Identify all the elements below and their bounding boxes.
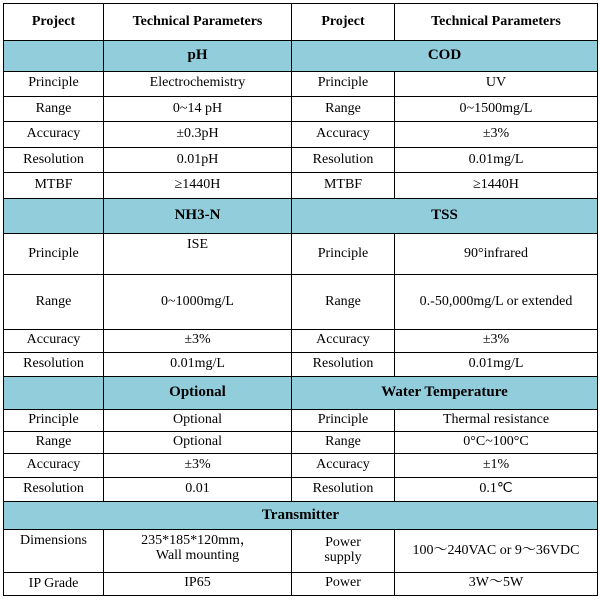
cod-range-value: 0~1500mg/L [395,96,598,121]
optional-principle-value: Optional [104,410,292,431]
section-cod: COD [292,41,598,71]
cod-principle-value: UV [395,71,598,96]
dimensions-value-line2: Wall mounting [155,548,240,564]
header-project-left: Project [4,4,104,41]
section-transmitter: Transmitter [4,502,598,530]
optional-resolution-label: Resolution [4,477,104,501]
tss-accuracy-label: Accuracy [292,329,395,352]
power-supply-label-line2: supply [324,550,362,565]
header-project-right: Project [292,4,395,41]
ph-mtbf-value: ≥1440H [104,173,292,198]
cod-accuracy-label: Accuracy [292,121,395,147]
table-row [4,275,598,329]
cod-principle-label: Principle [292,71,395,96]
section-row-nh3n-tss [4,198,598,233]
table-row [4,530,598,572]
nh3n-range-value: 0~1000mg/L [104,275,292,329]
section-optional: Optional [104,377,292,410]
table-row [4,121,598,147]
dimensions-label: Dimensions [4,530,104,572]
dimensions-value-line1: 235*185*120mm， [141,533,254,549]
optional-accuracy-value: ±3% [104,453,292,477]
spec-table [3,3,598,596]
ph-resolution-value: 0.01pH [104,148,292,173]
section-spacer [4,41,104,71]
optional-range-value: Optional [104,431,292,453]
table-row [4,431,598,453]
ip-grade-value: IP65 [104,572,292,595]
header-params-right: Technical Parameters [395,4,598,41]
tss-principle-label: Principle [292,233,395,274]
table-row [4,572,598,595]
cod-accuracy-value: ±3% [395,121,598,147]
table-row [4,173,598,198]
nh3n-resolution-label: Resolution [4,352,104,376]
optional-principle-label: Principle [4,410,104,431]
header-row [4,4,598,41]
section-ph: pH [104,41,292,71]
water-principle-value: Thermal resistance [395,410,598,431]
cod-resolution-label: Resolution [292,148,395,173]
power-supply-label [292,530,395,572]
dimensions-value [104,530,292,572]
tss-range-value: 0.-50,000mg/L or extended [395,275,598,329]
power-supply-label-line1: Power [325,535,361,551]
nh3n-principle-label: Principle [4,233,104,274]
table-row [4,410,598,431]
water-resolution-value: 0.1℃ [395,477,598,501]
power-label: Power [292,572,395,595]
water-accuracy-label: Accuracy [292,453,395,477]
ph-principle-label: Principle [4,71,104,96]
section-row-optional-water [4,377,598,410]
water-range-value: 0°C~100°C [395,431,598,453]
nh3n-range-label: Range [4,275,104,329]
table-row [4,352,598,376]
table-row [4,453,598,477]
section-spacer [4,198,104,233]
table-row [4,233,598,274]
ph-range-value: 0~14 pH [104,96,292,121]
nh3n-accuracy-label: Accuracy [4,329,104,352]
tss-principle-value: 90°infrared [395,233,598,274]
section-water-temperature: Water Temperature [292,377,598,410]
header-params-left: Technical Parameters [104,4,292,41]
optional-accuracy-label: Accuracy [4,453,104,477]
tss-resolution-value: 0.01mg/L [395,352,598,376]
power-supply-value: 100～240VAC or 9～36VDC [395,530,598,572]
water-principle-label: Principle [292,410,395,431]
nh3n-resolution-value: 0.01mg/L [104,352,292,376]
cod-resolution-value: 0.01mg/L [395,148,598,173]
water-range-label: Range [292,431,395,453]
nh3n-principle-value: ISE [104,233,292,274]
table-row [4,148,598,173]
ph-principle-value: Electrochemistry [104,71,292,96]
tss-resolution-label: Resolution [292,352,395,376]
cod-mtbf-label: MTBF [292,173,395,198]
water-accuracy-value: ±1% [395,453,598,477]
ph-resolution-label: Resolution [4,148,104,173]
tss-range-label: Range [292,275,395,329]
ph-accuracy-label: Accuracy [4,121,104,147]
section-row-transmitter [4,502,598,530]
ph-range-label: Range [4,96,104,121]
nh3n-accuracy-value: ±3% [104,329,292,352]
section-row-ph-cod [4,41,598,71]
table-row [4,329,598,352]
table-row [4,96,598,121]
cod-range-label: Range [292,96,395,121]
section-spacer [4,377,104,410]
table-row [4,477,598,501]
cod-mtbf-value: ≥1440H [395,173,598,198]
tss-accuracy-value: ±3% [395,329,598,352]
ph-accuracy-value: ±0.3pH [104,121,292,147]
ip-grade-label: IP Grade [4,572,104,595]
section-tss: TSS [292,198,598,233]
power-value: 3W～5W [395,572,598,595]
section-nh3n: NH3-N [104,198,292,233]
table-row [4,71,598,96]
ph-mtbf-label: MTBF [4,173,104,198]
optional-range-label: Range [4,431,104,453]
water-resolution-label: Resolution [292,477,395,501]
optional-resolution-value: 0.01 [104,477,292,501]
